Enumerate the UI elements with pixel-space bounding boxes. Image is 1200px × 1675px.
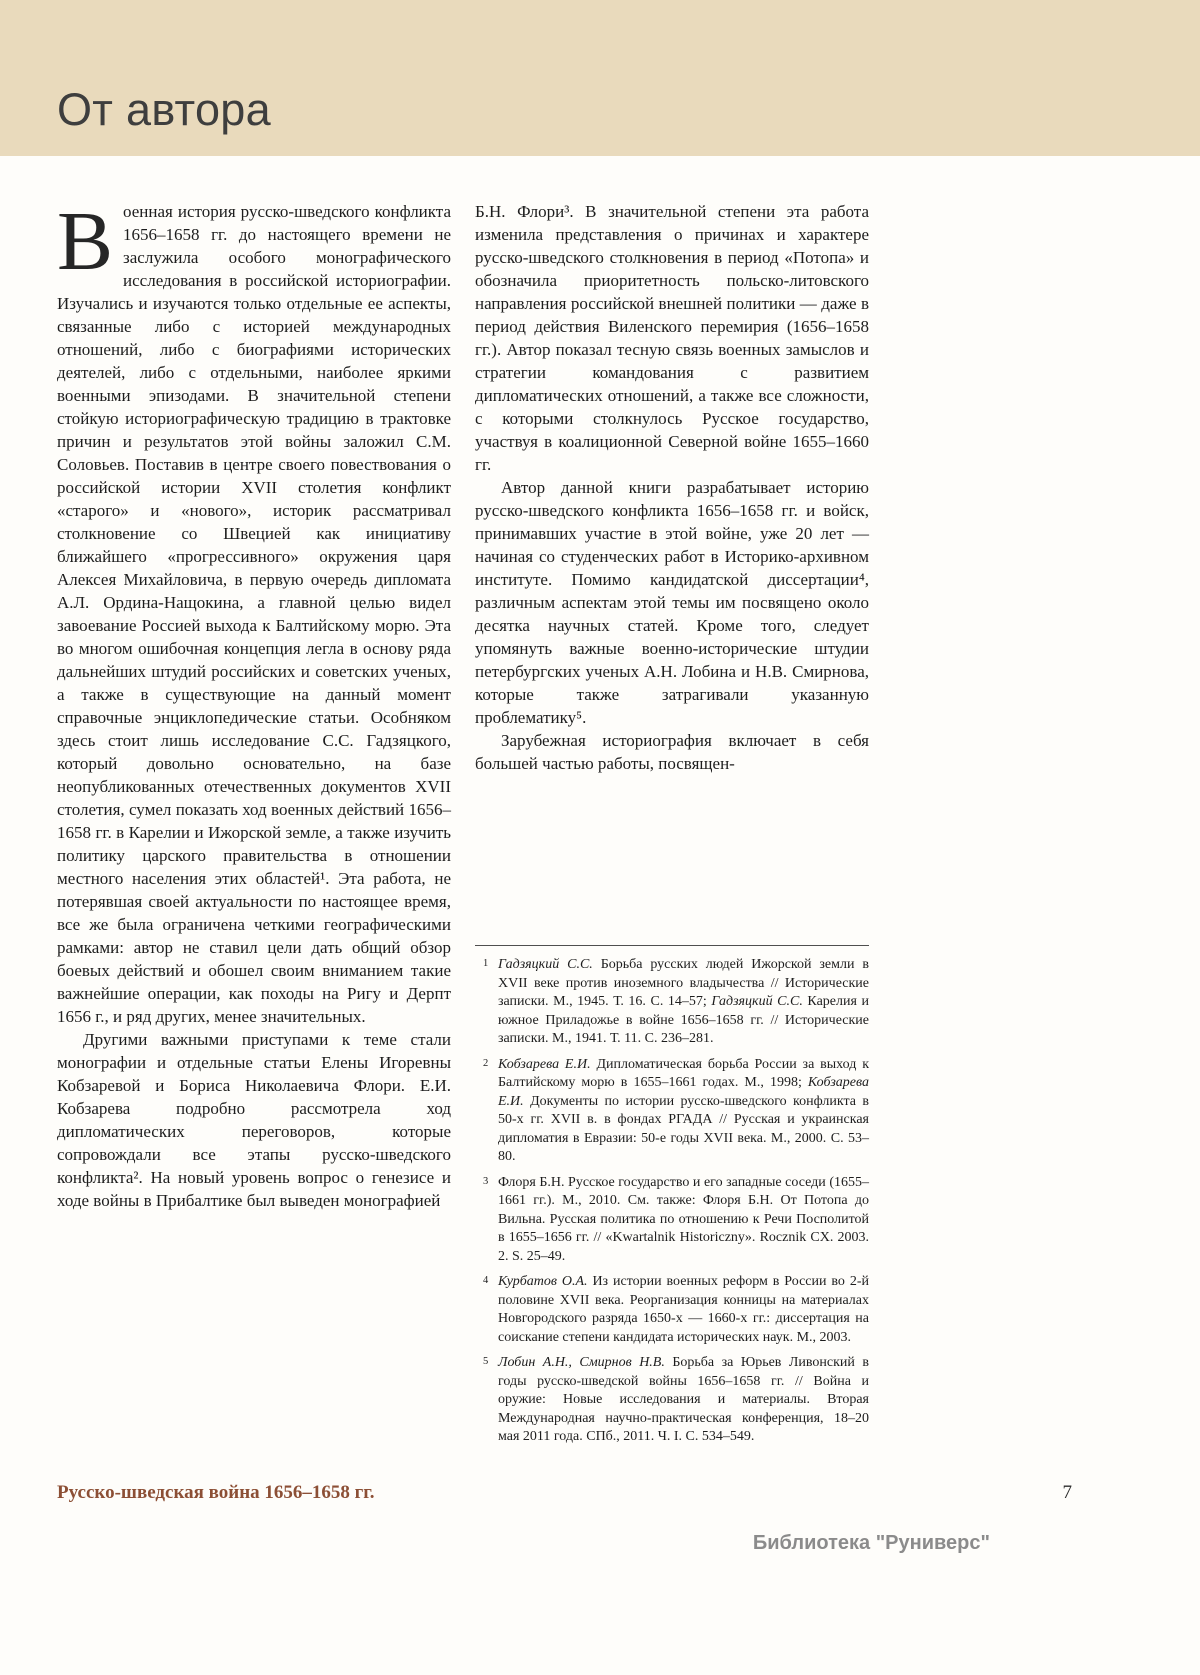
footnote-author: Гадзяцкий С.С.	[711, 994, 803, 1009]
chapter-title: От автора	[57, 84, 271, 135]
footnote-separator-rule	[475, 945, 869, 946]
drop-cap-letter: В	[57, 195, 114, 288]
left-column	[57, 195, 451, 1212]
footnote	[475, 1174, 869, 1267]
paragraph: Автор данной книги разрабатывает историю русско-шведского конфликта 1656–1658 гг. и войск, принимавших участие в этой войне, уже 20 лет — начиная со студенческих работ в Историко-архивном институте. Помимо кандидатской диссертации⁴, различным аспектам этой темы им посвящено около десятка научных статей. Кроме того, следует упомянуть важные военно-исторические штудии петербургских ученых А.Н. Лобина и Н.В. Смирнова, которые также затрагивали указанную проблематику⁵.	[475, 478, 869, 727]
footnotes-list	[475, 956, 869, 1447]
header-band	[0, 0, 1200, 156]
paragraph: Военная история русско-шведского конфликта 1656–1658 гг. до настоящего времени не заслужила особого монографического исследования в российской историографии. Изучались и изучаются только отдельные ее аспекты, связанные либо с историей международных отношений, либо с биографиями исторических деятелей, либо с отдельными, наиболее яркими военными эпизодами. В значительной степени стойкую историографическую традицию в трактовке причин и результатов этой войны заложил С.М. Соловьев. Поставив в центре своего повествования о российской истории XVII столетия конфликт «старого» и «нового», историк рассматривал столкновение со Швецией как инициативу ближайшего «прогрессивного» окружения царя Алексея Михайловича, в первую очередь дипломата А.Л. Ордина-Нащокина, а главной целью видел завоевание Россией выхода к Балтийскому морю. Эта во многом ошибочная концепция легла в основу ряда дальнейших штудий российских и советских ученых, а также в существующие на данный момент справочные энциклопедические статьи. Особняком здесь стоит лишь исследование С.С. Гадзяцкого, который довольно основательно, на базе неопубликованных отечественных документов XVII столетия, сумел показать ход военных действий 1656–1658 гг. в Карелии и Ижорской земле, а также изучить политику царского правительства в отношении местного населения этих областей¹. Эта работа, не потерявшая своей актуальности по настоящее время, все же была ограничена четкими географическими рамками: автор не ставил цели дать общий обзор боевых действий и обошел своим вниманием такие важнейшие операции, как походы на Ригу и Дерпт 1656 г., и ряд других, менее значительных.	[57, 195, 451, 1026]
footnote	[475, 956, 869, 1049]
footnote-text: Документы по истории русско-шведского конфликта в 50-х гг. XVII в. в фондах РГАДА // Русская и украинская дипломатия в Евразии: 50-е годы XVII века. М., 2000. С. 53–80.	[498, 1093, 869, 1164]
page-number: 7	[1062, 1482, 1072, 1503]
footnotes-section	[475, 945, 869, 1454]
footnote-number: 4	[483, 1275, 489, 1286]
footnote-author: Кобзарева Е.И.	[498, 1075, 869, 1109]
library-watermark: Библиотека "Руниверс"	[752, 1532, 990, 1554]
footnote-author: Курбатов О.А.	[498, 1274, 588, 1289]
footnote-text: Карелия и южное Приладожье в войне 1656–1658 гг. // Исторические записки. М., 1941. Т. 11. С. 236–281.	[498, 994, 869, 1046]
footnote-text: Из истории военных реформ в России во 2-й половине XVII века. Реорганизация конницы на материалах Новгородского разряда 1650-х — 1660-х гг.: диссертация на соискание степени кандидата исторических наук. М., 2003.	[498, 1274, 869, 1345]
footnote-text: Дипломатическая борьба России за выход к Балтийскому морю в 1655–1661 годах. М., 1998;	[498, 1056, 869, 1090]
right-column	[475, 200, 869, 775]
footnote-number: 5	[483, 1356, 489, 1367]
footnote-author: Кобзарева Е.И.	[498, 1056, 591, 1072]
footnote-text: Флоря Б.Н. Русское государство и его западные соседи (1655–1661 гг.). М., 2010. См. также: Флоря Б.Н. От Потопа до Вильна. Русская политика по отношению к Речи Посполитой в 1655–1656 гг. // «Kwartalnik Historiczny». Rocznik CX. 2003. 2. S. 25–49.	[498, 1174, 869, 1264]
footnote	[475, 1273, 869, 1347]
footnote	[475, 1354, 869, 1447]
paragraph: Зарубежная историография включает в себя большей частью работы, посвящен-	[475, 731, 869, 773]
paragraph: Другими важными приступами к теме стали монографии и отдельные статьи Елены Игоревны Кобзаревой и Бориса Николаевича Флори. Е.И. Кобзарева подробно рассмотрела ход дипломатических переговоров, которые сопровождали все этапы русско-шведского конфликта². На новый уровень вопрос о генезисе и ходе войны в Прибалтике был выведен монографией	[57, 1030, 451, 1210]
paragraph: Б.Н. Флори³. В значительной степени эта работа изменила представления о причинах и характере русско-шведского столкновения в период «Потопа» и обозначила приоритетность польско-литовского направления российской внешней политики — даже в период действия Виленского перемирия (1656–1658 гг.). Автор показал тесную связь военных замыслов и стратегии командования с развитием дипломатических отношений, а также все сложности, с которыми столкнулось Русское государство, участвуя в коалиционной Северной войне 1655–1660 гг.	[475, 202, 869, 474]
footnote-author: Гадзяцкий С.С.	[498, 957, 593, 972]
footer-book-title: Русско-шведская война 1656–1658 гг.	[57, 1482, 375, 1503]
footnote-author: Лобин А.Н., Смирнов Н.В.	[498, 1355, 665, 1370]
footnote-text: Борьба русских людей Ижорской земли в XVII веке против иноземного владычества // Исторические записки. М., 1945. Т. 16. С. 14–57;	[498, 957, 869, 1009]
footnote-number: 2	[483, 1057, 489, 1069]
footnote-text: Борьба за Юрьев Ливонский в годы русско-шведской войны 1656–1658 гг. // Война и оружие: Новые исследования и материалы. Вторая Международная научно-практическая конференция, 18–20 мая 2011 года. СПб., 2011. Ч. I. С. 534–549.	[498, 1355, 869, 1444]
footnote-number: 1	[483, 958, 489, 969]
footnote-number: 3	[483, 1175, 489, 1187]
footnote	[475, 1056, 869, 1167]
